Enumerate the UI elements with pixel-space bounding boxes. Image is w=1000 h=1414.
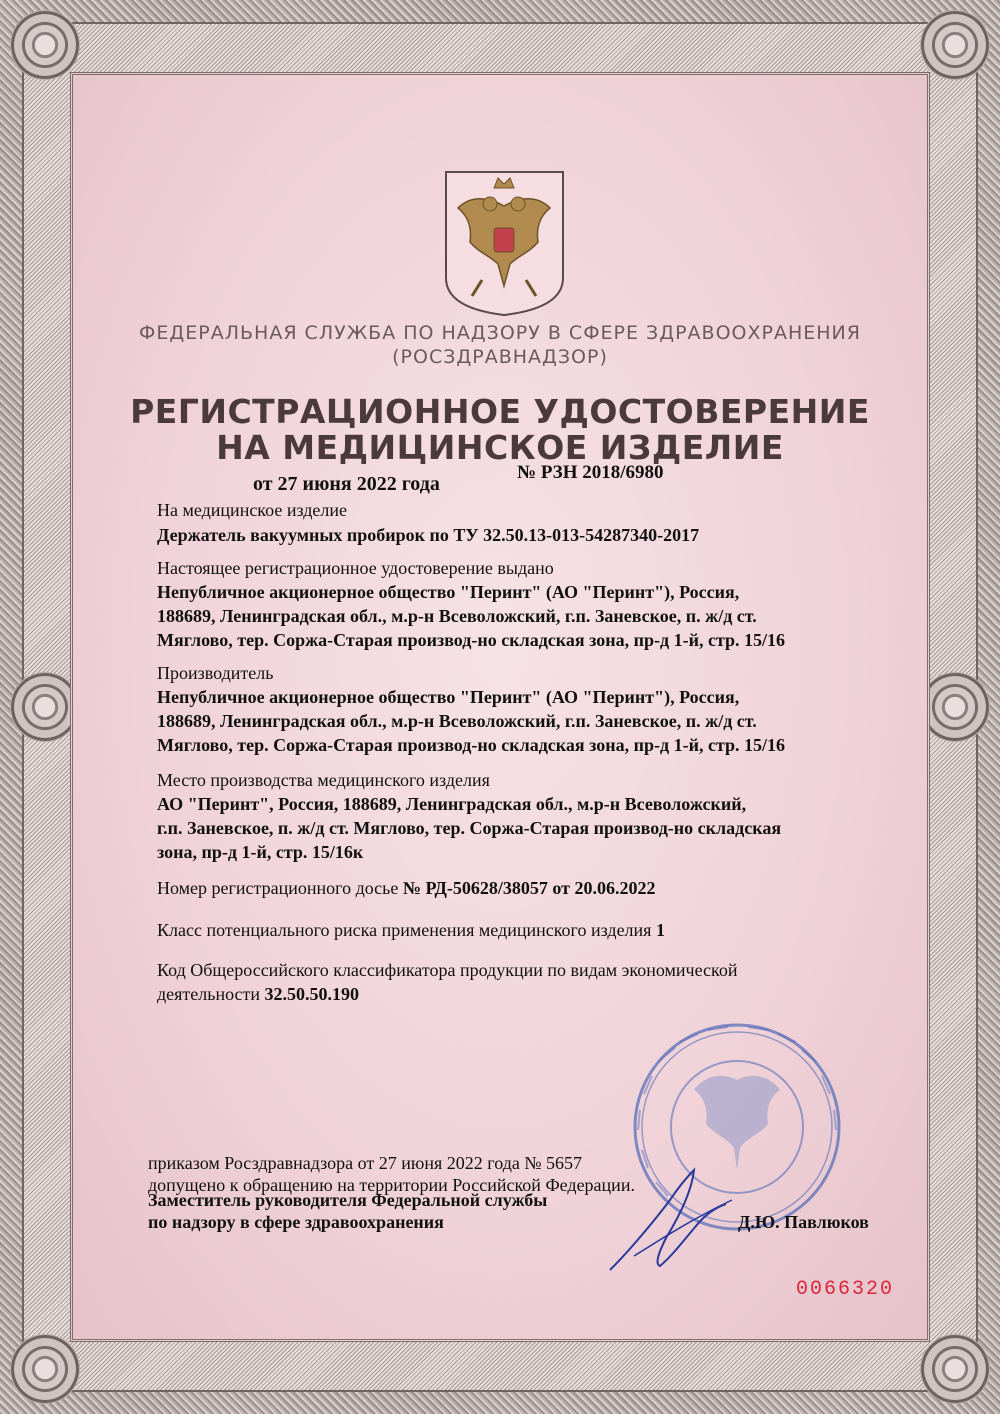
order-reference: приказом Росздравнадзора от 27 июня 2022 года № 5657 [148,1153,583,1173]
risk-class-row [157,920,665,941]
okpd-code: 32.50.50.190 [264,984,360,1004]
agency-abbreviation: (РОСЗДРАВНАДЗОР) [392,346,608,368]
document-title-line2: НА МЕДИЦИНСКОЕ ИЗДЕЛИЕ [216,428,784,467]
dossier-row [157,878,656,899]
document-title-line1: РЕГИСТРАЦИОННОЕ УДОСТОВЕРЕНИЕ [130,392,870,431]
dossier-number: № РД-50628/38057 [402,878,548,898]
risk-class-label: Класс потенциального риска применения медицинского изделия [157,920,652,940]
manufacturer-line: 188689, Ленинградская обл., м.р-н Всеволожский, г.п. Заневское, п. ж/д ст. [157,711,757,731]
signature-icon [600,1160,740,1280]
registration-number: № РЗН 2018/6980 [517,462,664,483]
device-label: На медицинское изделие [157,500,348,520]
production-site-label: Место производства медицинского изделия [157,770,490,790]
issued-to-line: 188689, Ленинградская обл., м.р-н Всеволожский, г.п. Заневское, п. ж/д ст. [157,606,757,626]
issued-to-line: Мяглово, тер. Соржа-Старая производ-но складская зона, пр-д 1-й, стр. 15/16 [157,630,786,650]
manufacturer-label: Производитель [157,663,274,683]
dossier-date: от 20.06.2022 [552,878,656,898]
production-site-line: зона, пр-д 1-й, стр. 15/16к [157,842,364,862]
risk-class-value: 1 [655,920,665,940]
issued-to-line: Непубличное акционерное общество "Перинт" (АО "Перинт"), Россия, [157,582,740,602]
serial-number: 0066320 [796,1278,895,1301]
issue-date: от 27 июня 2022 года [253,473,440,495]
production-site-line: АО "Перинт", Россия, 188689, Ленинградская обл., м.р-н Всеволожский, [157,794,747,814]
signatory-position-line1: Заместитель руководителя Федеральной службы [148,1190,548,1210]
okpd-row [157,984,359,1005]
okpd-line1: Код Общероссийского классификатора продукции по видам экономической [157,960,738,980]
production-site-line: г.п. Заневское, п. ж/д ст. Мяглово, тер. Соржа-Старая производ-но складская [157,818,782,838]
issued-to-label: Настоящее регистрационное удостоверение выдано [157,558,554,578]
manufacturer-line: Мяглово, тер. Соржа-Старая производ-но складская зона, пр-д 1-й, стр. 15/16 [157,735,786,755]
agency-name: ФЕДЕРАЛЬНАЯ СЛУЖБА ПО НАДЗОРУ В СФЕРЕ ЗДРАВООХРАНЕНИЯ [139,322,861,344]
signatory-name: Д.Ю. Павлюков [738,1212,869,1232]
signatory-position-line2: по надзору в сфере здравоохранения [148,1212,444,1232]
admission-statement: допущено к обращению на территории Российской Федерации. [148,1175,635,1195]
dossier-label: Номер регистрационного досье [157,878,399,898]
okpd-label: деятельности [157,984,261,1004]
coat-of-arms-icon [442,168,567,318]
device-name: Держатель вакуумных пробирок по ТУ 32.50.13-013-54287340-2017 [157,525,700,545]
manufacturer-line: Непубличное акционерное общество "Перинт" (АО "Перинт"), Россия, [157,687,740,707]
